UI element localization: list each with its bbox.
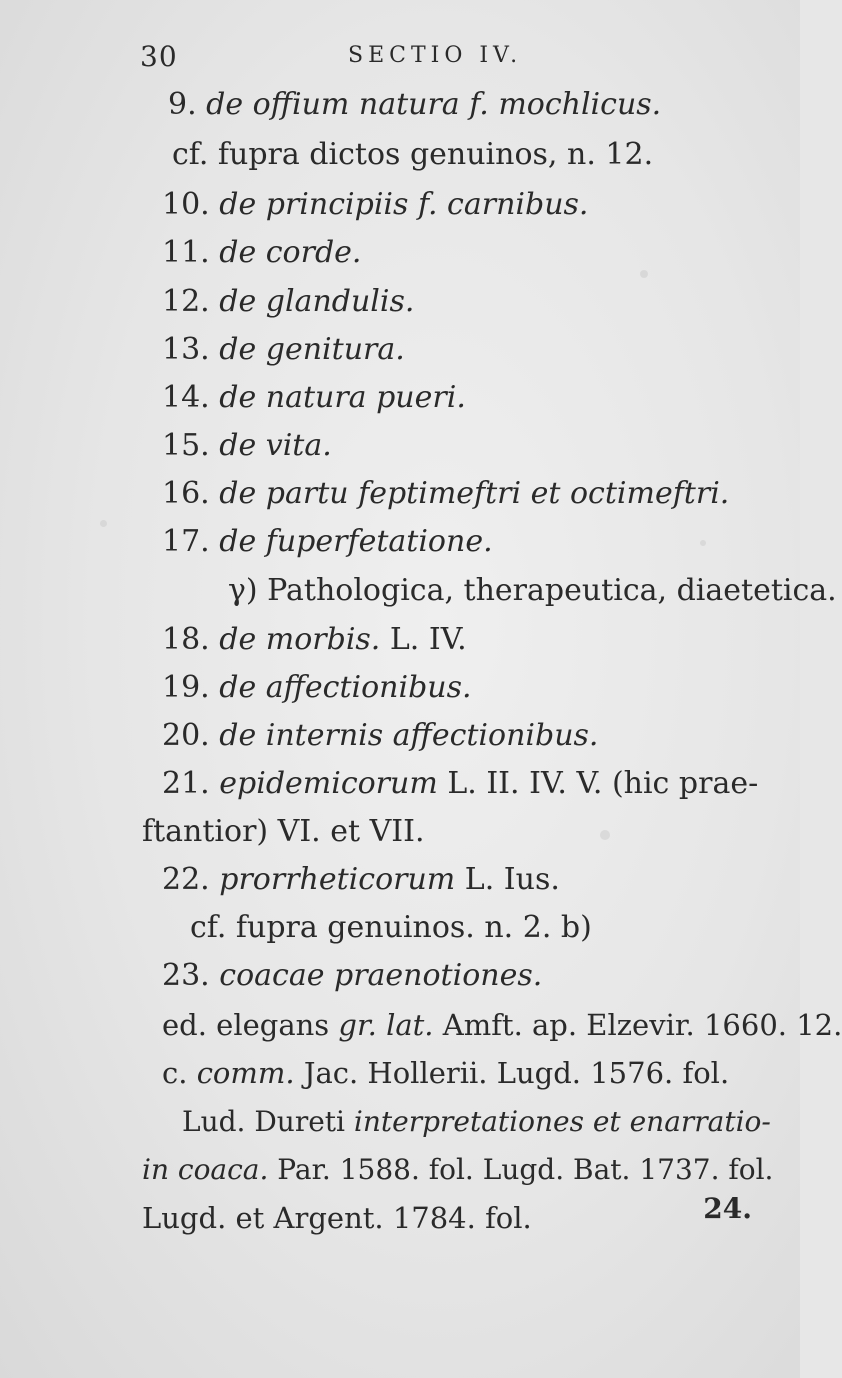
entry-line <box>162 282 414 322</box>
entry-title: de glandulis. <box>219 284 415 319</box>
entry-number: 23. <box>162 958 210 993</box>
edition-italic: gr. lat. <box>338 1008 434 1042</box>
entry-number: 9. <box>168 87 197 122</box>
entry-title: de fuperfetatione. <box>219 524 493 559</box>
entry-line <box>162 522 493 562</box>
paper-speck <box>100 520 107 527</box>
edition-text: Lugd. et Argent. 1784. fol. <box>142 1201 532 1235</box>
edition-text: ed. elegans <box>162 1008 339 1042</box>
edition-line <box>162 1005 842 1045</box>
edition-line <box>142 1198 532 1238</box>
entry-number: 21. <box>162 766 210 801</box>
note-text: cf. fupra genuinos. n. 2. b) <box>190 910 592 945</box>
edition-tail: Par. 1588. fol. Lugd. Bat. 1737. fol. <box>268 1153 774 1186</box>
note-line <box>172 135 653 175</box>
entry-number: 13. <box>162 332 210 367</box>
entry-line <box>162 426 332 466</box>
catchword: 24. <box>703 1192 752 1225</box>
entry-title: de partu feptimeftri et octimeftri. <box>219 476 730 511</box>
note-line <box>190 908 592 948</box>
edition-italic: interpretationes et enarratio- <box>353 1105 771 1138</box>
section-heading <box>228 571 837 611</box>
entry-number: 17. <box>162 524 210 559</box>
entry-line <box>162 716 598 756</box>
paper-speck <box>600 830 610 840</box>
entry-line <box>162 620 467 660</box>
entry-number: 14. <box>162 380 210 415</box>
entry-title: de internis affectionibus. <box>219 718 599 753</box>
entry-number: 11. <box>162 235 210 270</box>
running-head: SECTIO IV. <box>348 43 523 68</box>
entry-title: prorrheticorum <box>219 862 456 897</box>
edition-text: Lud. Dureti <box>182 1105 354 1138</box>
entry-line <box>162 668 472 708</box>
entry-line <box>168 85 661 125</box>
edition-tail: Jac. Hollerii. Lugd. 1576. fol. <box>294 1056 730 1090</box>
entry-title: de affectionibus. <box>219 670 472 705</box>
entry-number: 18. <box>162 622 210 657</box>
entry-number: 22. <box>162 862 210 897</box>
entry-title: de genitura. <box>219 332 405 367</box>
edition-line <box>162 1053 729 1093</box>
entry-line <box>162 764 758 804</box>
edition-italic: comm. <box>196 1056 295 1090</box>
edition-text: c. <box>162 1056 197 1090</box>
edition-line <box>182 1102 771 1142</box>
continuation-line <box>142 812 425 852</box>
paper-speck <box>700 540 706 546</box>
entry-number: 12. <box>162 284 210 319</box>
edition-line <box>142 1150 773 1190</box>
entry-line <box>162 378 466 418</box>
paper-speck <box>640 270 648 278</box>
entry-title: de offium natura f. mochlicus. <box>206 87 662 122</box>
edition-italic: in coaca. <box>142 1153 269 1186</box>
entry-tail: L. Ius. <box>455 862 560 897</box>
edition-tail: Amft. ap. Elzevir. 1660. 12. <box>433 1008 842 1042</box>
entry-title: de morbis. <box>219 622 381 657</box>
entry-line <box>162 474 729 514</box>
entry-title: epidemicorum <box>219 766 438 801</box>
entry-number: 16. <box>162 476 210 511</box>
entry-line <box>162 185 588 225</box>
entry-number: 15. <box>162 428 210 463</box>
entry-line <box>162 860 560 900</box>
section-heading-text: γ) Pathologica, therapeutica, diaetetica. <box>228 573 837 608</box>
entry-title: de corde. <box>219 235 362 270</box>
entry-title: de natura pueri. <box>219 380 466 415</box>
entry-line <box>162 956 542 996</box>
entry-number: 10. <box>162 187 210 222</box>
entry-title: de principiis f. carnibus. <box>219 187 589 222</box>
entry-tail: L. II. IV. V. (hic prae- <box>437 766 759 801</box>
entry-title: coacae praenotiones. <box>219 958 543 993</box>
note-text: cf. fupra dictos genuinos, n. 12. <box>172 137 654 172</box>
entry-tail: L. IV. <box>380 622 467 657</box>
continuation-text: ftantior) VI. et VII. <box>142 814 425 849</box>
entry-title: de vita. <box>219 428 332 463</box>
entry-number: 19. <box>162 670 210 705</box>
entry-line <box>162 233 361 273</box>
entry-line <box>162 330 405 370</box>
page-number: 30 <box>140 40 178 73</box>
entry-number: 20. <box>162 718 210 753</box>
